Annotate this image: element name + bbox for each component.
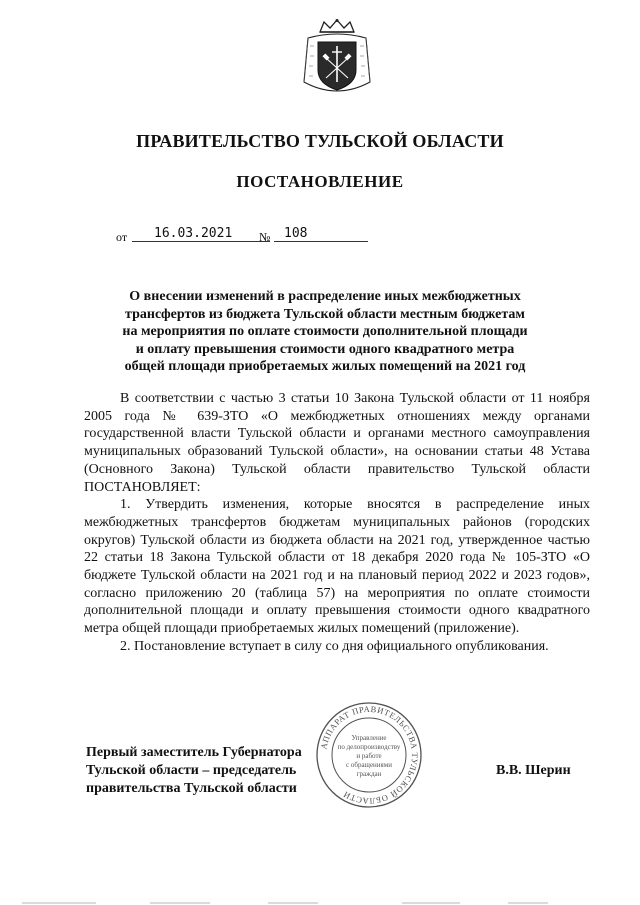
body-paragraph: В соответствии с частью 3 статьи 10 Закона Тульской области от 11 ноября 2005 года № 639-ЗТО «О межбюджетных отношениях между органами государственной власти Тульской области и органами местного самоуправления муниципальных образований Тульской области», на основании статьи 48 Устава (Основного Закона) Тульской области правительство Тульской области ПОСТАНОВЛЯЕТ:: [84, 391, 590, 495]
number-label: №: [259, 230, 271, 244]
signer-name: В.В. Шерин: [496, 763, 571, 778]
scan-edge-marks: [0, 884, 640, 905]
document-body: [84, 390, 590, 656]
document-date: 16.03.2021: [132, 226, 270, 242]
subject-line: О внесении изменений в распределение иных межбюджетных: [129, 289, 521, 304]
signer-position-line: правительства Тульской области: [86, 781, 297, 796]
subject-line: трансфертов из бюджета Тульской области местным бюджетам: [125, 306, 525, 322]
official-stamp: [314, 700, 424, 810]
stamp-center-line: Управление: [351, 734, 387, 742]
stamp-center-line: и работе: [356, 752, 382, 760]
signer-position: [86, 744, 336, 798]
subject-line: на мероприятия по оплате стоимости дополнительной площади: [122, 324, 528, 340]
body-paragraph: 2. Постановление вступает в силу со дня официального опубликования.: [120, 638, 549, 654]
stamp-center-line: по делопроизводству: [337, 743, 401, 751]
signer-position-line: Первый заместитель Губернатора: [86, 745, 302, 760]
body-paragraph: 1. Утвердить изменения, которые вносятся в распределение иных межбюджетных трансфертов бюджетам муниципальных районов (городских округов) Тульской области из бюджета области на 2021 год, утвержденное частью 22 статьи 18 Закона Тульской области от 18 декабря 2020 года № 105-ЗТО «О бюджете Тульской области на 2021 год и на плановый период 2022 и 2023 годов», согласно приложению 20 (таблица 57) на мероприятия по оплате стоимости дополнительной площади и оплату превышения стоимости одного квадратного метра общей площади приобретаемых жилых помещений (приложение).: [84, 497, 590, 637]
stamp-center-line: граждан: [356, 770, 382, 778]
stamp-center-line: с обращениями: [346, 761, 392, 769]
subject-line: общей площади приобретаемых жилых помещений на 2021 год: [124, 359, 526, 375]
organization-title: ПРАВИТЕЛЬСТВО ТУЛЬСКОЙ ОБЛАСТИ: [136, 131, 504, 151]
date-label: от: [116, 230, 128, 244]
document-number: 108: [274, 226, 368, 242]
tula-coat-of-arms-icon: [300, 18, 374, 102]
subject-line: и оплату превышения стоимости одного квадратного метра: [135, 341, 515, 357]
stamp-ring-text: АППАРАТ ПРАВИТЕЛЬСТВА ТУЛЬСКОЙ ОБЛАСТИ: [318, 703, 421, 807]
document-subject: [110, 288, 540, 376]
signer-position-line: Тульской области – председатель: [86, 763, 297, 778]
document-type-heading: ПОСТАНОВЛЕНИЕ: [236, 172, 404, 191]
